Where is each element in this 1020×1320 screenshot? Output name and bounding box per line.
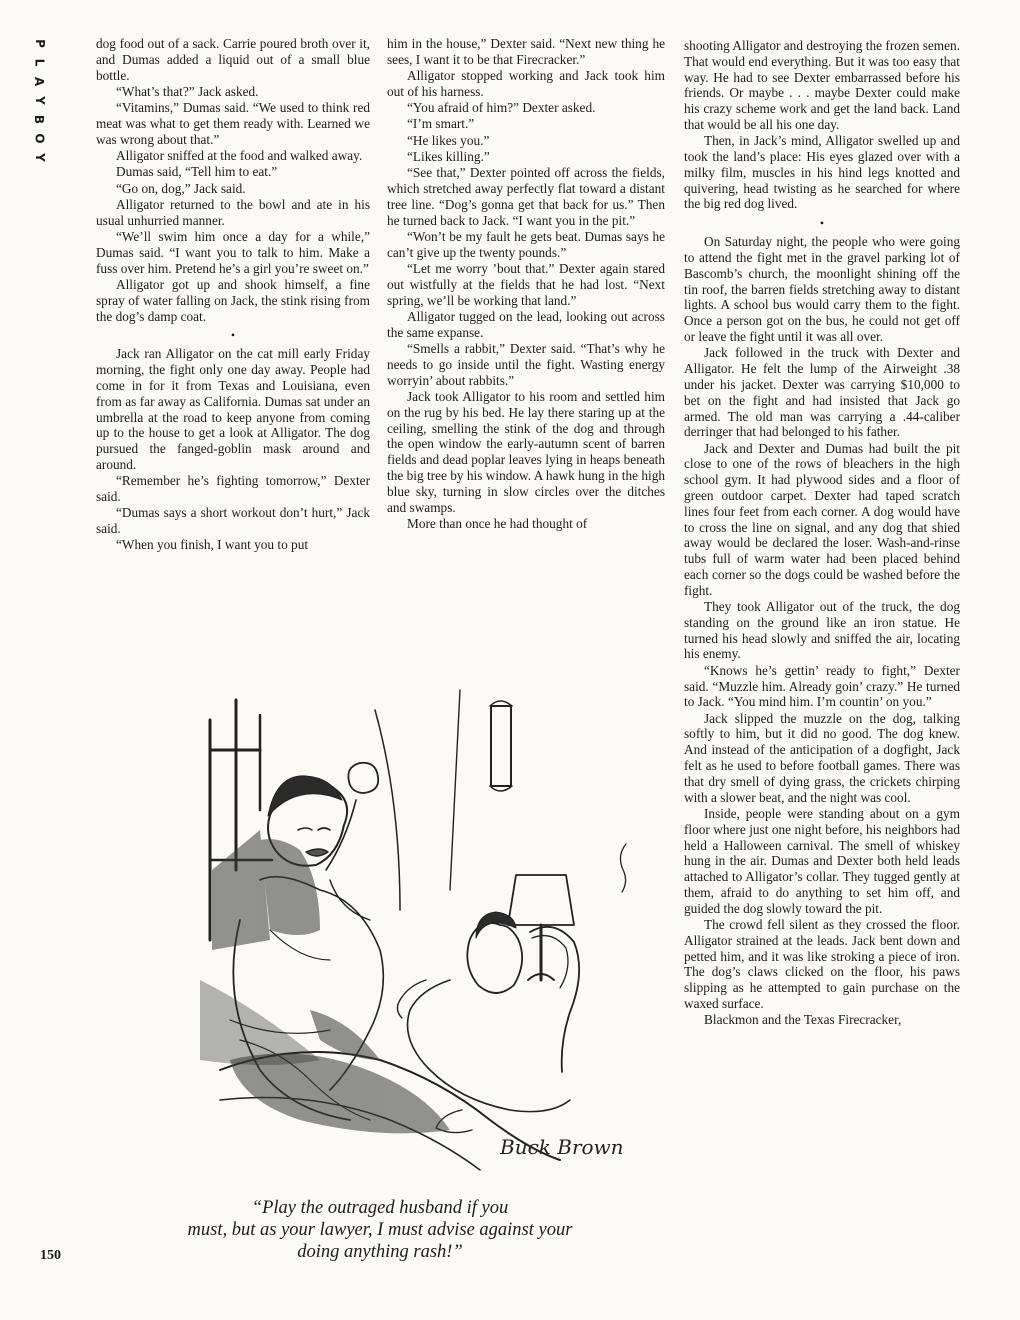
body-paragraph: shooting Alligator and destroying the frozen semen. That would end everything. But it was too easy that way. He had to see Dexter embarrassed before his friends. Or maybe . . . maybe Dexter could make his crazy scheme work and get the land back. Land that would be all his one day. [684, 38, 960, 132]
body-paragraph: Alligator got up and shook himself, a fine spray of water falling on Jack, the stink rising from the dog’s damp coat. [96, 276, 370, 324]
body-paragraph: “Remember he’s fighting tomorrow,” Dexter said. [96, 473, 370, 505]
runner-letter: A [32, 76, 47, 87]
body-paragraph: “When you finish, I want you to put [116, 537, 309, 553]
body-paragraph: Jack ran Alligator on the cat mill early Friday morning, the fight only one day away. People had come in for it from Texas and Louisiana, even from as far away as California. Dumas sat under an umbrella at the road to keep anyone from coming up to the house to get a look at Alligator. The dog pursued the fanged-goblin mask around and around. [96, 346, 370, 472]
body-paragraph: Inside, people were standing about on a gym floor where just one night before, his neighbors had held a Halloween carnival. The smell of whiskey hung in the air. Dumas and Dexter both held leads attached to Alligator’s collar. They tugged gently at them, afraid to do anything to set him off, and guided the dog slowly toward the pit. [684, 805, 960, 916]
cartoon-illustration [200, 680, 660, 1180]
body-paragraph: dog food out of a sack. Carrie poured broth over it, and Dumas added a liquid out of a small blue bottle. [96, 36, 370, 83]
column-right-block-2 [684, 234, 960, 1028]
body-paragraph: “Likes killing.” [407, 149, 490, 165]
body-paragraph: “Vitamins,” Dumas said. “We used to think red meat was what to get them ready with. Learned we was wrong about that.” [96, 100, 370, 147]
column-right-block-1 [684, 38, 960, 212]
caption-line: “Play the outraged husband if you [251, 1198, 509, 1218]
body-paragraph: More than once he had thought of [407, 515, 588, 531]
body-paragraph: Then, in Jack’s mind, Alligator swelled up and took the land’s place: His eyes glazed over with a milky film, muscles in his hind legs knotted and quivering, head twisting as he searched for where the big red dog lived. [684, 133, 960, 212]
body-paragraph: Alligator returned to the bowl and ate in his usual unhurried manner. [96, 196, 370, 228]
caption-line: must, but as your lawyer, I must advise against your [187, 1220, 573, 1240]
body-paragraph: “Let me worry ’bout that.” Dexter again stared out wistfully at the fields that he had lost. “Next spring, we’ll be working that land.” [387, 261, 665, 308]
section-break: • [819, 216, 825, 231]
magazine-runner [30, 34, 48, 167]
body-paragraph: They took Alligator out of the truck, the dog standing on the ground like an iron statue. He turned his head slowly and sniffed the air, locating his enemy. [684, 599, 960, 662]
body-paragraph: “Go on, dog,” Jack said. [116, 180, 246, 196]
body-paragraph: him in the house,” Dexter said. “Next new thing he sees, I want it to be that Firecracker.” [387, 36, 665, 67]
body-paragraph: Jack took Alligator to his room and settled him on the rug by his bed. He lay there staring up at the ceiling, smelling the stink of the dog and through the open window the early-autumn scent of barren fields and dead poplar leaves lying in heaps beneath the big tree by his window. A hawk hung in the high blue sky, turning in slow circles over the ditches and swamps. [387, 389, 665, 515]
body-paragraph: “Smells a rabbit,” Dexter said. “That’s why he needs to go inside until the fight. Wasting energy worryin’ about rabbits.” [387, 341, 665, 388]
body-paragraph: Blackmon and the Texas Firecracker, [704, 1012, 902, 1028]
body-paragraph: Alligator sniffed at the food and walked away. [116, 148, 363, 164]
body-paragraph: Jack and Dexter and Dumas had built the pit close to one of the rows of bleachers in the high school gym. It had plywood sides and a floor of green outdoor carpet. Dexter had taped scratch lines four feet from each corner. A dog would have to cross the line on signal, and any dog that shied away would be declared the loser. Wash-and-rinse tubs full of warm water had been placed behind each corner so the dogs could be washed before the fight. [684, 440, 960, 598]
body-paragraph: “See that,” Dexter pointed off across the fields, which stretched away perfectly flat toward a distant tree line. “Dog’s gonna get that back for us.” Then he turned back to Jack. “I want you in the pit.” [387, 165, 665, 228]
body-paragraph: “We’ll swim him once a day for a while,” Dumas said. “I want you to talk to him. Make a fuss over him. Pretend he’s a girl you’re sweet on.” [96, 229, 370, 276]
cartoon-caption [150, 1197, 610, 1263]
body-paragraph: “I’m smart.” [407, 116, 475, 132]
runner-letter: Y [32, 153, 47, 162]
body-paragraph: “Won’t be my fault he gets beat. Dumas says he can’t give up the twenty pounds.” [387, 229, 665, 260]
body-paragraph: Alligator stopped working and Jack took him out of his harness. [387, 68, 665, 99]
body-paragraph: “Dumas says a short workout don’t hurt,” Jack said. [96, 505, 370, 537]
cartoon-signature: Buck Brown [500, 1135, 624, 1159]
body-paragraph: The crowd fell silent as they crossed the floor. Alligator strained at the leads. Jack bent down and petted him, and it was like stroking a piece of iron. The dog’s claws clicked on the floor, his paws slipping as he attempted to gain purchase on the waxed surface. [684, 917, 960, 1012]
runner-letter: Y [32, 96, 47, 105]
runner-letter: O [32, 133, 47, 144]
column-left [96, 36, 370, 553]
body-paragraph: “Knows he’s gettin’ ready to fight,” Dexter said. “Muzzle him. Already goin’ crazy.” He turned to Jack. “You mind him. I’m countin’ on you.” [684, 662, 960, 710]
column-middle [387, 36, 665, 532]
body-paragraph: “You afraid of him?” Dexter asked. [407, 100, 596, 116]
runner-letter: P [32, 39, 47, 48]
column-right [684, 38, 960, 1028]
body-paragraph: “What’s that?” Jack asked. [116, 83, 259, 99]
page-number: 150 [40, 1248, 61, 1263]
section-break: • [230, 328, 236, 343]
body-paragraph: Jack followed in the truck with Dexter and Alligator. He felt the lump of the Airweight .38 under his jacket. Dexter was carrying $10,000 to bet on the fight and had insisted that Jack go armed. The old man was carrying a .44-caliber derringer that had belonged to his father. [684, 345, 960, 440]
column-left-block-1 [96, 36, 370, 324]
caption-line: doing anything rash!” [297, 1242, 463, 1262]
body-paragraph: Jack slipped the muzzle on the dog, talking softly to him, but it did no good. The dog knew. And instead of the anticipation of a dogfight, Jack felt as he used to before football games. There was that dry smell of dying grass, the crickets chirping with a slower beat, and the night was cool. [684, 710, 960, 805]
runner-letter: B [32, 114, 47, 125]
runner-letter: L [32, 58, 47, 67]
body-paragraph: “He likes you.” [407, 132, 490, 148]
column-left-block-2 [96, 346, 370, 553]
body-paragraph: Dumas said, “Tell him to eat.” [116, 164, 278, 180]
body-paragraph: Alligator tugged on the lead, looking out across the same expanse. [387, 309, 665, 340]
body-paragraph: On Saturday night, the people who were going to attend the fight met in the gravel parking lot of Bascomb’s church, the moonlight shining off the tin roof, the barren fields stretching away to distant lights. A school bus would carry them to the fight. Once a person got on the bus, he could not get off or leave the fight until it was all over. [684, 234, 960, 345]
